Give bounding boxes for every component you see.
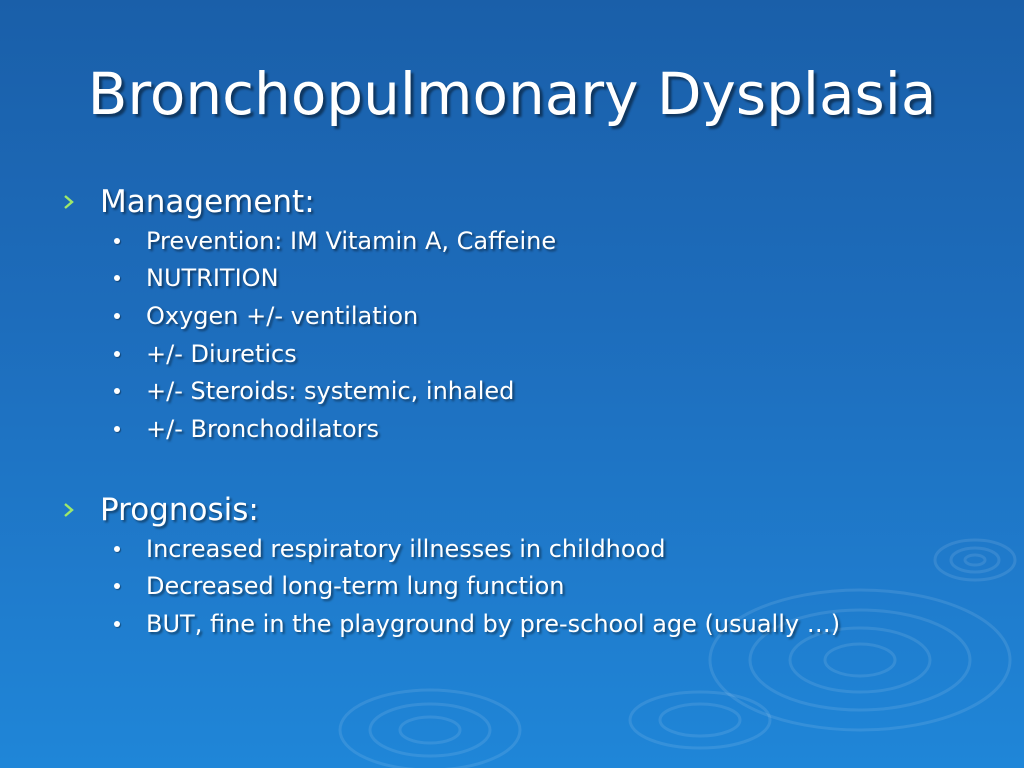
- list-item: [112, 605, 840, 643]
- bullet-dot-icon: [112, 583, 146, 589]
- section-heading: [62, 182, 556, 222]
- list-item-text: BUT, fine in the playground by pre-school age (usually …): [146, 609, 841, 638]
- list-item: [112, 260, 556, 298]
- arrow-bullet-icon: [62, 503, 100, 517]
- bullet-dot-icon: [112, 313, 146, 319]
- list-item: [112, 297, 556, 335]
- management-section: [62, 182, 556, 448]
- list-item: [112, 568, 840, 606]
- list-item-text: Oxygen +/- ventilation: [146, 301, 419, 330]
- list-item-text: +/- Steroids: systemic, inhaled: [146, 377, 515, 406]
- prognosis-list: [62, 530, 840, 643]
- prognosis-heading: Prognosis:: [100, 492, 259, 528]
- list-item-text: +/- Bronchodilators: [146, 414, 380, 443]
- prognosis-section: [62, 490, 840, 643]
- list-item-text: Decreased long-term lung function: [146, 572, 565, 601]
- bullet-dot-icon: [112, 426, 146, 432]
- slide-title: Bronchopulmonary Dysplasia: [87, 60, 937, 128]
- list-item: [112, 222, 556, 260]
- bullet-dot-icon: [112, 546, 146, 552]
- arrow-bullet-icon: [62, 195, 100, 209]
- list-item: [112, 530, 840, 568]
- bullet-dot-icon: [112, 621, 146, 627]
- bullet-dot-icon: [112, 351, 146, 357]
- list-item: [112, 335, 556, 373]
- list-item: [112, 372, 556, 410]
- list-item-text: +/- Diuretics: [146, 339, 297, 368]
- list-item: [112, 410, 556, 448]
- section-heading: [62, 490, 840, 530]
- list-item-text: Prevention: IM Vitamin A, Caffeine: [146, 226, 557, 255]
- bullet-dot-icon: [112, 388, 146, 394]
- list-item-text: NUTRITION: [146, 264, 279, 293]
- management-list: [62, 222, 556, 448]
- management-heading: Management:: [100, 184, 315, 220]
- bullet-dot-icon: [112, 238, 146, 244]
- bullet-dot-icon: [112, 275, 146, 281]
- list-item-text: Increased respiratory illnesses in childhood: [146, 534, 666, 563]
